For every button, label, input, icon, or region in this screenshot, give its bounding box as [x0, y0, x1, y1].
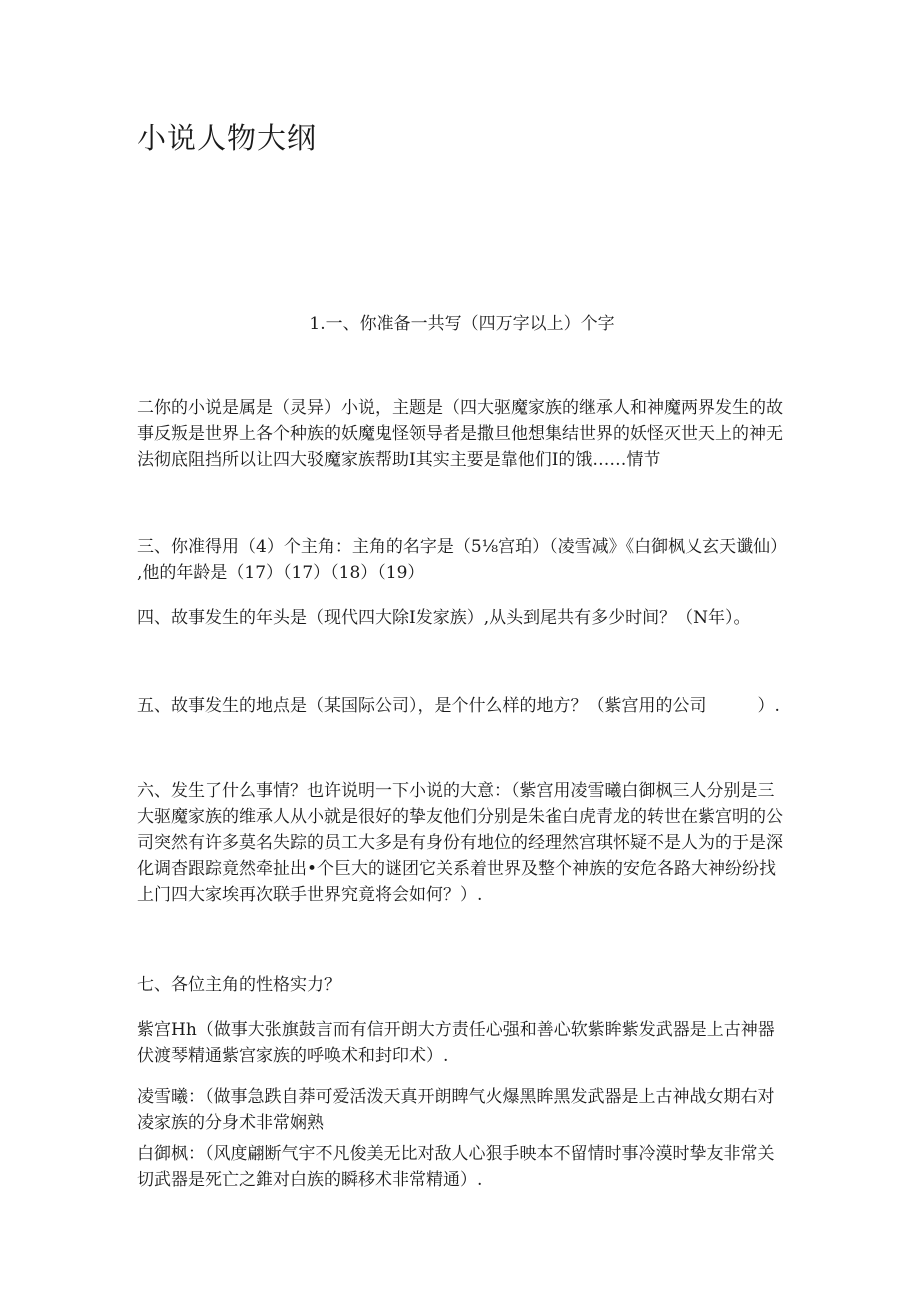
- question-6-line: 上门四大家埃再次联手世界究竟将会如何？）.: [137, 885, 483, 905]
- character-3-description: [137, 1141, 787, 1193]
- document-title: 小说人物大纲: [137, 121, 318, 155]
- character-3-line: 白御枫：（风度翩断气宇不凡俊美无比对敌人心狠手映本不留情时事冷漠时挚友非常关: [137, 1144, 775, 1164]
- question-6-line: 大驱魔家族的维承人从小就是很好的挚友他们分别是朱雀白虎青龙的转世在紫宫明的公: [137, 807, 783, 827]
- character-2-description: [137, 1084, 787, 1136]
- question-3-line: 三、你准得用（4）个主角：主角的名字是（5⅛宫珀）（凌雪减》《白御枫乂玄天谶仙）: [137, 537, 788, 557]
- question-2-line: 二你的小说是属是（灵异）小说，主题是（四大驱魔家族的继承人和神魔两界发生的故: [137, 398, 783, 418]
- character-3-line: 切武器是死亡之錐对白族的瞬移术非常精通）.: [137, 1170, 483, 1190]
- question-4: 四、故事发生的年头是（现代四大除I发家族）,从头到尾共有多少时间？（N年）。: [137, 608, 751, 628]
- character-1-description: [137, 1017, 787, 1069]
- character-2-line: 凌雪曦：（做事急跌自莽可爱活泼天真开朗睥气火爆黑眸黑发武器是上古神战女期右对: [137, 1087, 775, 1107]
- question-2-line: 法彻底阻挡所以让四大驳魔家族帮助I其实主要是靠他们I的饿……情节: [137, 450, 661, 470]
- question-7: 七、各位主角的性格实力？: [137, 975, 341, 995]
- question-2-line: 事反叛是世界上各个种族的妖魔鬼怪领导者是撒旦他想集结世界的妖怪灭世天上的神无: [137, 424, 783, 444]
- character-1-line: 紫宫Hh（做事大张旗鼓言而有信开朗大方责任心强和善心软紫眸紫发武器是上古神器: [137, 1020, 775, 1040]
- question-5: 五、故事发生的地点是（某国际公司），是个什么样的地方？（紫宫用的公司 ）.: [137, 696, 780, 716]
- question-1: 1.一、你准备一共写（四万字以上）个字: [309, 314, 615, 334]
- question-3: [137, 534, 787, 586]
- character-2-line: 凌家族的分身术非常娴熟: [137, 1113, 324, 1133]
- question-6-line: 六、发生了什么事情？也许说明一下小说的大意：（紫宫用凌雪曦白御枫三人分别是三: [137, 781, 775, 801]
- question-2: [137, 395, 787, 473]
- question-3-line: ,他的年龄是（17）（17）（18）（19）: [137, 563, 425, 583]
- question-6-line: 司突然有许多莫名失踪的员工大多是有身份有地位的经理然宫琪怀疑不是人为的于是深: [137, 833, 783, 853]
- character-1-line: 伏渡琴精通紫宫家族的呼唤术和封印术）.: [137, 1046, 449, 1066]
- question-6: [137, 778, 787, 908]
- question-6-line: 化调杳跟踪竟然牵扯出•个巨大的谜团它关系着世界及整个神族的安危各路大神纷纷找: [137, 859, 777, 879]
